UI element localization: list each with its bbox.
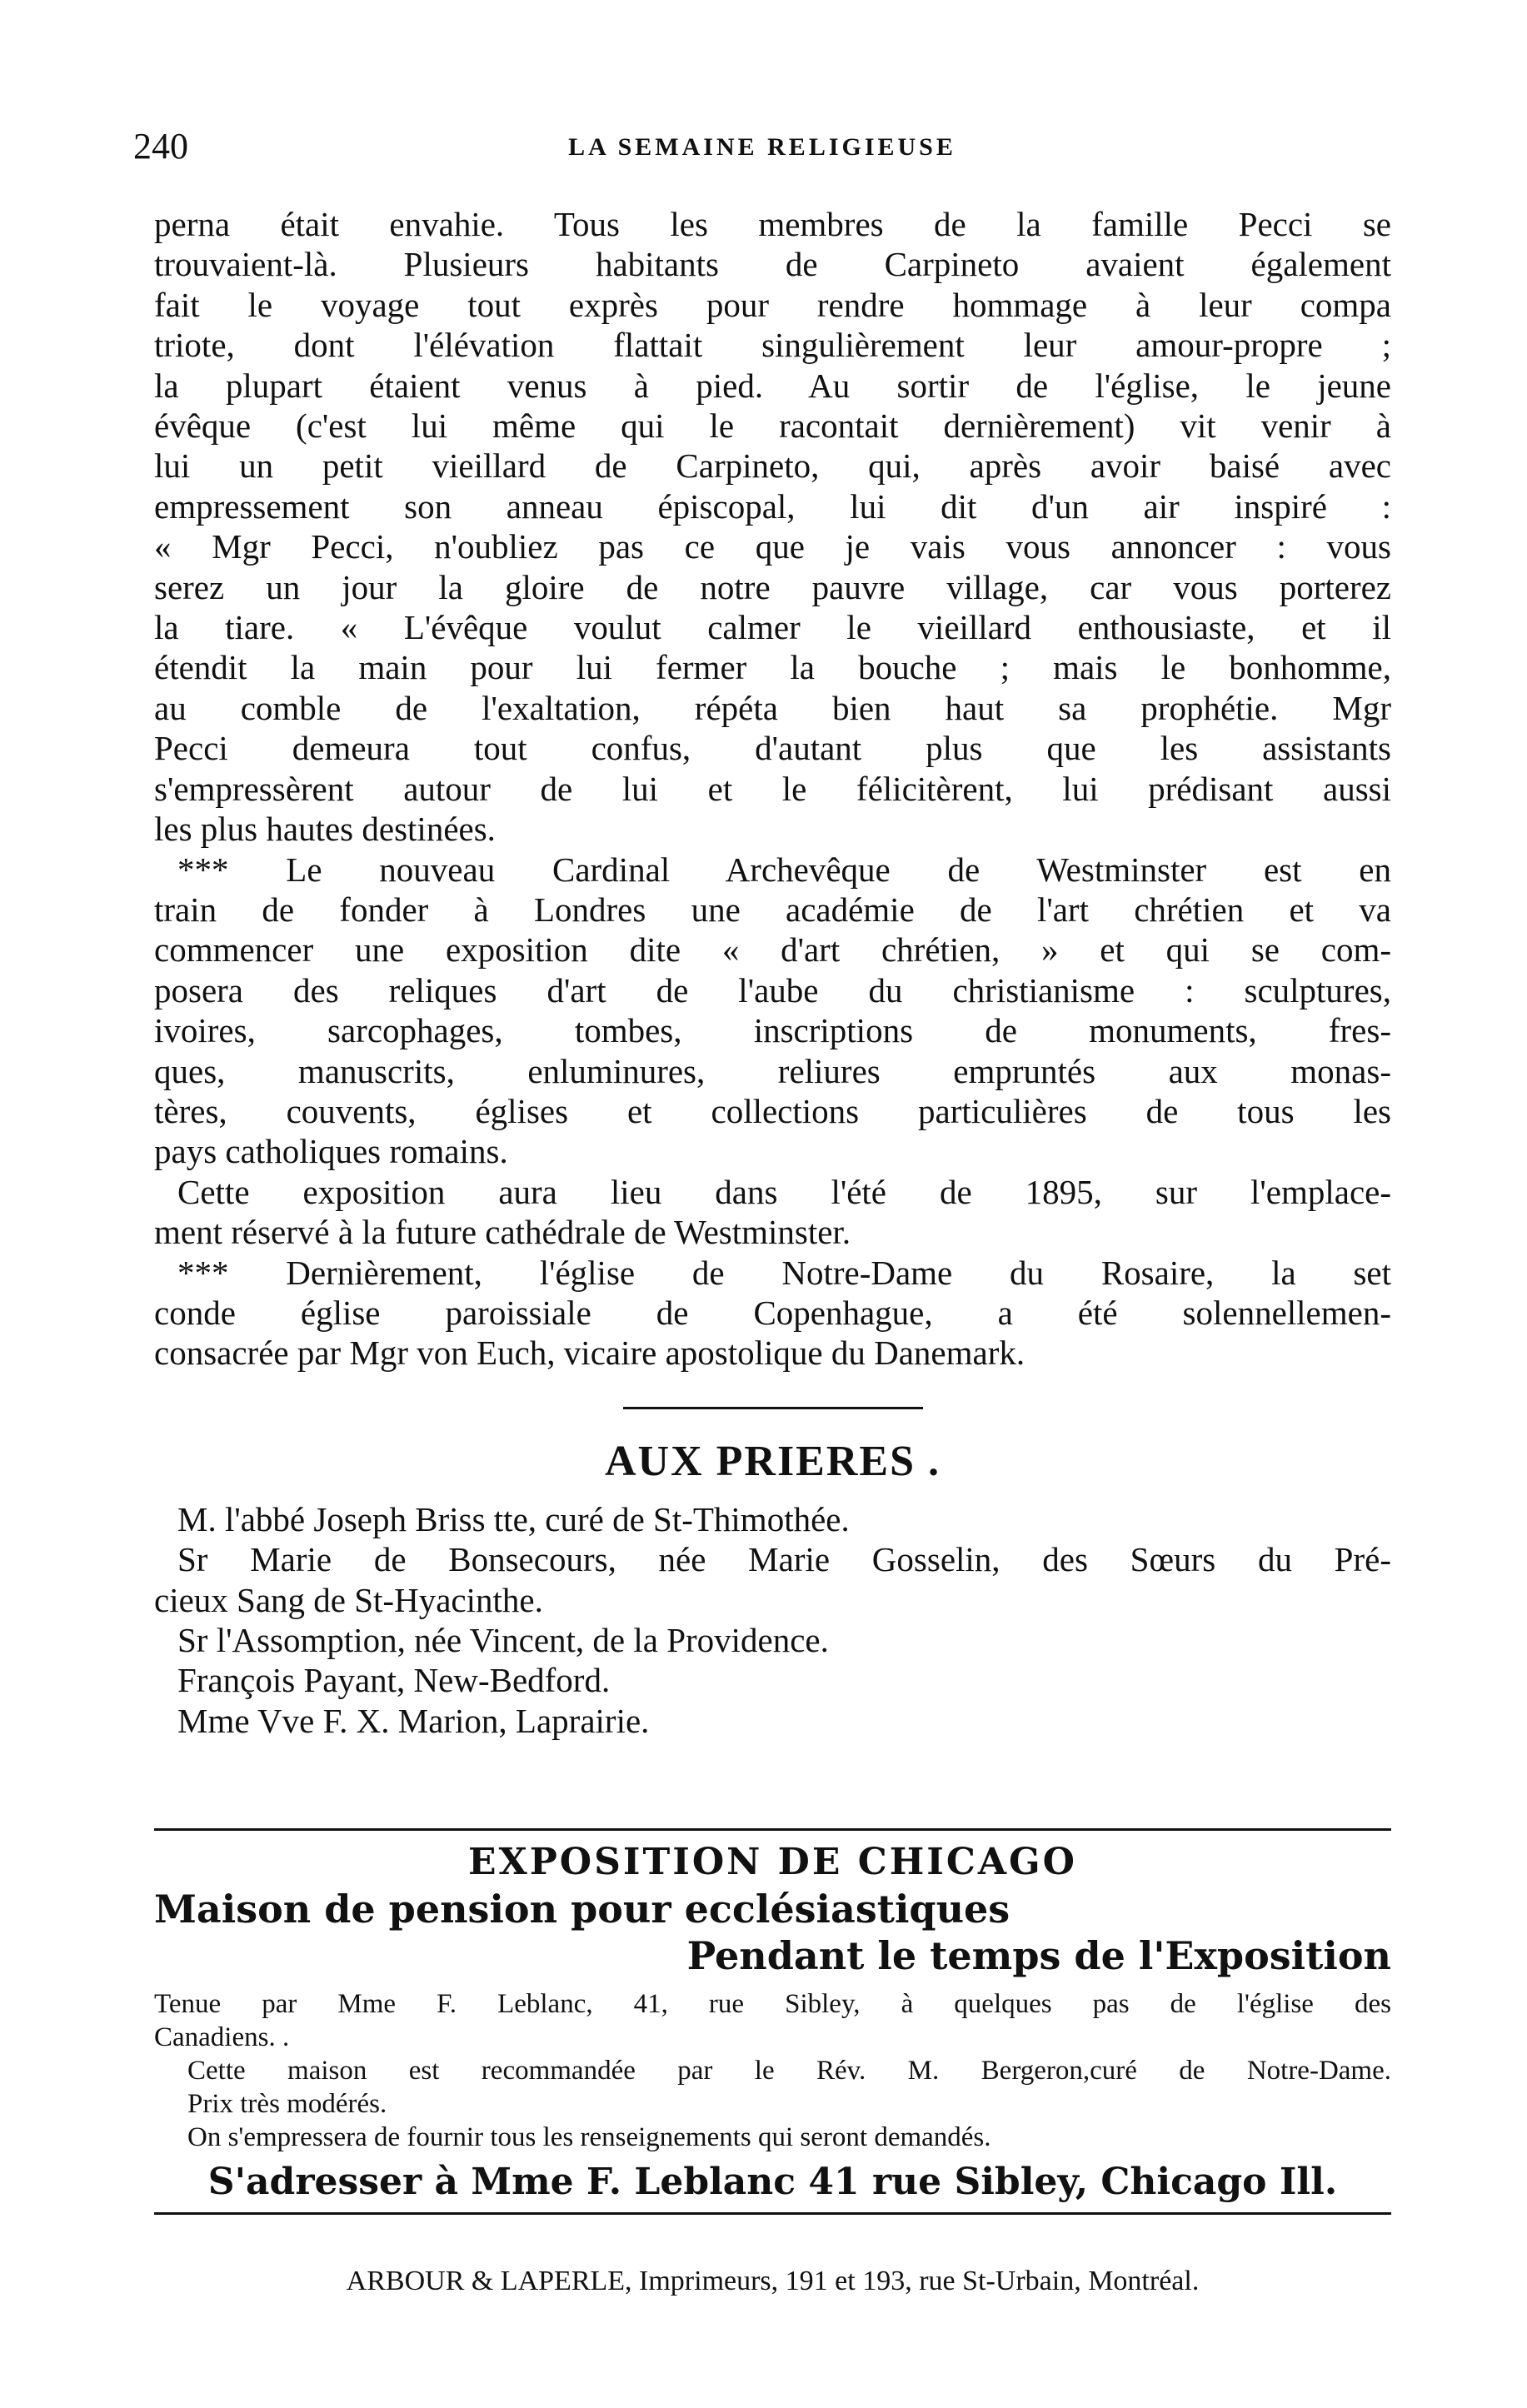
text-line: conde église paroissiale de Copenhague, a été solennellemen- bbox=[154, 1293, 1391, 1332]
text-line: ivoires, sarcophages, tombes, inscriptions de monuments, fres- bbox=[154, 1011, 1391, 1050]
page-number: 240 bbox=[133, 126, 188, 167]
ad-text-line: Cette maison est recommandée par le Rév. M. Bergeron,curé de Notre-Dame. bbox=[187, 2056, 1391, 2086]
text-line: tères, couvents, églises et collections particulières de tous les bbox=[154, 1091, 1391, 1130]
text-line: empressement son anneau épiscopal, lui dit d'un air inspiré : bbox=[154, 486, 1391, 526]
ad-bottom-rule bbox=[154, 2212, 1391, 2215]
text-line: s'empressèrent autour de lui et le félicitèrent, lui prédisant aussi bbox=[154, 769, 1391, 808]
section-divider bbox=[623, 1407, 923, 1409]
text-line: la plupart étaient venus à pied. Au sortir de l'église, le jeune bbox=[154, 366, 1391, 405]
text-line: posera des reliques d'art de l'aube du christianisme : sculptures, bbox=[154, 970, 1391, 1010]
text-line: fait le voyage tout exprès pour rendre hommage à leur compa bbox=[154, 285, 1391, 324]
text-line: évêque (c'est lui même qui le racontait dernièrement) vit venir à bbox=[154, 406, 1391, 446]
article-body bbox=[154, 204, 1391, 1741]
text-line: commencer une exposition dite « d'art chrétien, » et qui se com- bbox=[154, 930, 1391, 970]
text-line: étendit la main pour lui fermer la bouche ; mais le bonhomme, bbox=[154, 648, 1391, 687]
prayer-item: Sr l'Assomption, née Vincent, de la Providence. bbox=[177, 1621, 829, 1659]
ad-text-line: Prix très modérés. bbox=[187, 2089, 387, 2119]
text-line: trouvaient-là. Plusieurs habitants de Carpineto avaient également bbox=[154, 245, 1391, 284]
prayers-title: AUX PRIERES . bbox=[604, 1437, 941, 1485]
text-line: triote, dont l'élévation flattait singulièrement leur amour-propre ; bbox=[154, 326, 1391, 365]
text-line: serez un jour la gloire de notre pauvre village, car vous porterez bbox=[154, 567, 1391, 606]
text-line: consacrée par Mgr von Euch, vicaire apostolique du Danemark. bbox=[154, 1334, 1025, 1373]
text-line: ques, manuscrits, enluminures, reliures empruntés aux monas- bbox=[154, 1051, 1391, 1090]
text-line: ment réservé à la future cathédrale de Westminster. bbox=[154, 1213, 851, 1252]
ad-subtitle: Maison de pension pour ecclésiastiques bbox=[154, 1887, 1011, 1932]
text-line: au comble de l'exaltation, répéta bien haut sa prophétie. Mgr bbox=[154, 688, 1391, 727]
advertisement bbox=[154, 1828, 1391, 2215]
prayer-item: François Payant, New-Bedford. bbox=[177, 1661, 611, 1700]
text-line: Pecci demeura tout confus, d'autant plus que les assistants bbox=[154, 729, 1391, 768]
text-line: les plus hautes destinées. bbox=[154, 810, 496, 849]
prayer-item: cieux Sang de St-Hyacinthe. bbox=[154, 1580, 543, 1619]
text-line: *** Dernièrement, l'église de Notre-Dame du Rosaire, la set bbox=[177, 1253, 1391, 1292]
text-line: pays catholiques romains. bbox=[154, 1132, 508, 1171]
ad-title: EXPOSITION DE CHICAGO bbox=[468, 1841, 1077, 1883]
text-line: Cette exposition aura lieu dans l'été de 1895, sur l'emplace- bbox=[177, 1172, 1391, 1211]
ad-text-line: Tenue par Mme F. Leblanc, 41, rue Sibley, à quelques pas de l'église des bbox=[154, 1989, 1391, 2019]
printer-footer: ARBOUR & LAPERLE, Imprimeurs, 191 et 193, rue St-Urbain, Montréal. bbox=[346, 2266, 1200, 2296]
ad-subtitle-2: Pendant le temps de l'Exposition bbox=[686, 1933, 1391, 1978]
prayer-item: Mme Vve F. X. Marion, Laprairie. bbox=[177, 1701, 650, 1740]
text-line: train de fonder à Londres une académie de l'art chrétien et va bbox=[154, 890, 1391, 929]
text-line: la tiare. « L'évêque voulut calmer le vieillard enthousiaste, et il bbox=[154, 608, 1391, 647]
ad-text-line: On s'empressera de fournir tous les renseignements qui seront demandés. bbox=[187, 2122, 991, 2152]
text-line: *** Le nouveau Cardinal Archevêque de Westminster est en bbox=[177, 850, 1391, 889]
prayer-item: Sr Marie de Bonsecours, née Marie Gosselin, des Sœurs du Pré- bbox=[177, 1540, 1391, 1579]
running-title: LA SEMAINE RELIGIEUSE bbox=[568, 133, 956, 161]
ad-address: S'adresser à Mme F. Leblanc 41 rue Sibley, Chicago Ill. bbox=[207, 2161, 1338, 2203]
ad-top-rule bbox=[154, 1828, 1391, 1831]
prayer-item: M. l'abbé Joseph Briss tte, curé de St-Thimothée. bbox=[177, 1499, 850, 1538]
text-line: lui un petit vieillard de Carpineto, qui, après avoir baisé avec bbox=[154, 446, 1391, 486]
text-line: « Mgr Pecci, n'oubliez pas ce que je vais vous annoncer : vous bbox=[154, 527, 1391, 566]
page-header bbox=[133, 125, 1391, 183]
text-line: perna était envahie. Tous les membres de la famille Pecci se bbox=[154, 205, 1391, 243]
ad-text-line: Canadiens. . bbox=[154, 2022, 290, 2052]
